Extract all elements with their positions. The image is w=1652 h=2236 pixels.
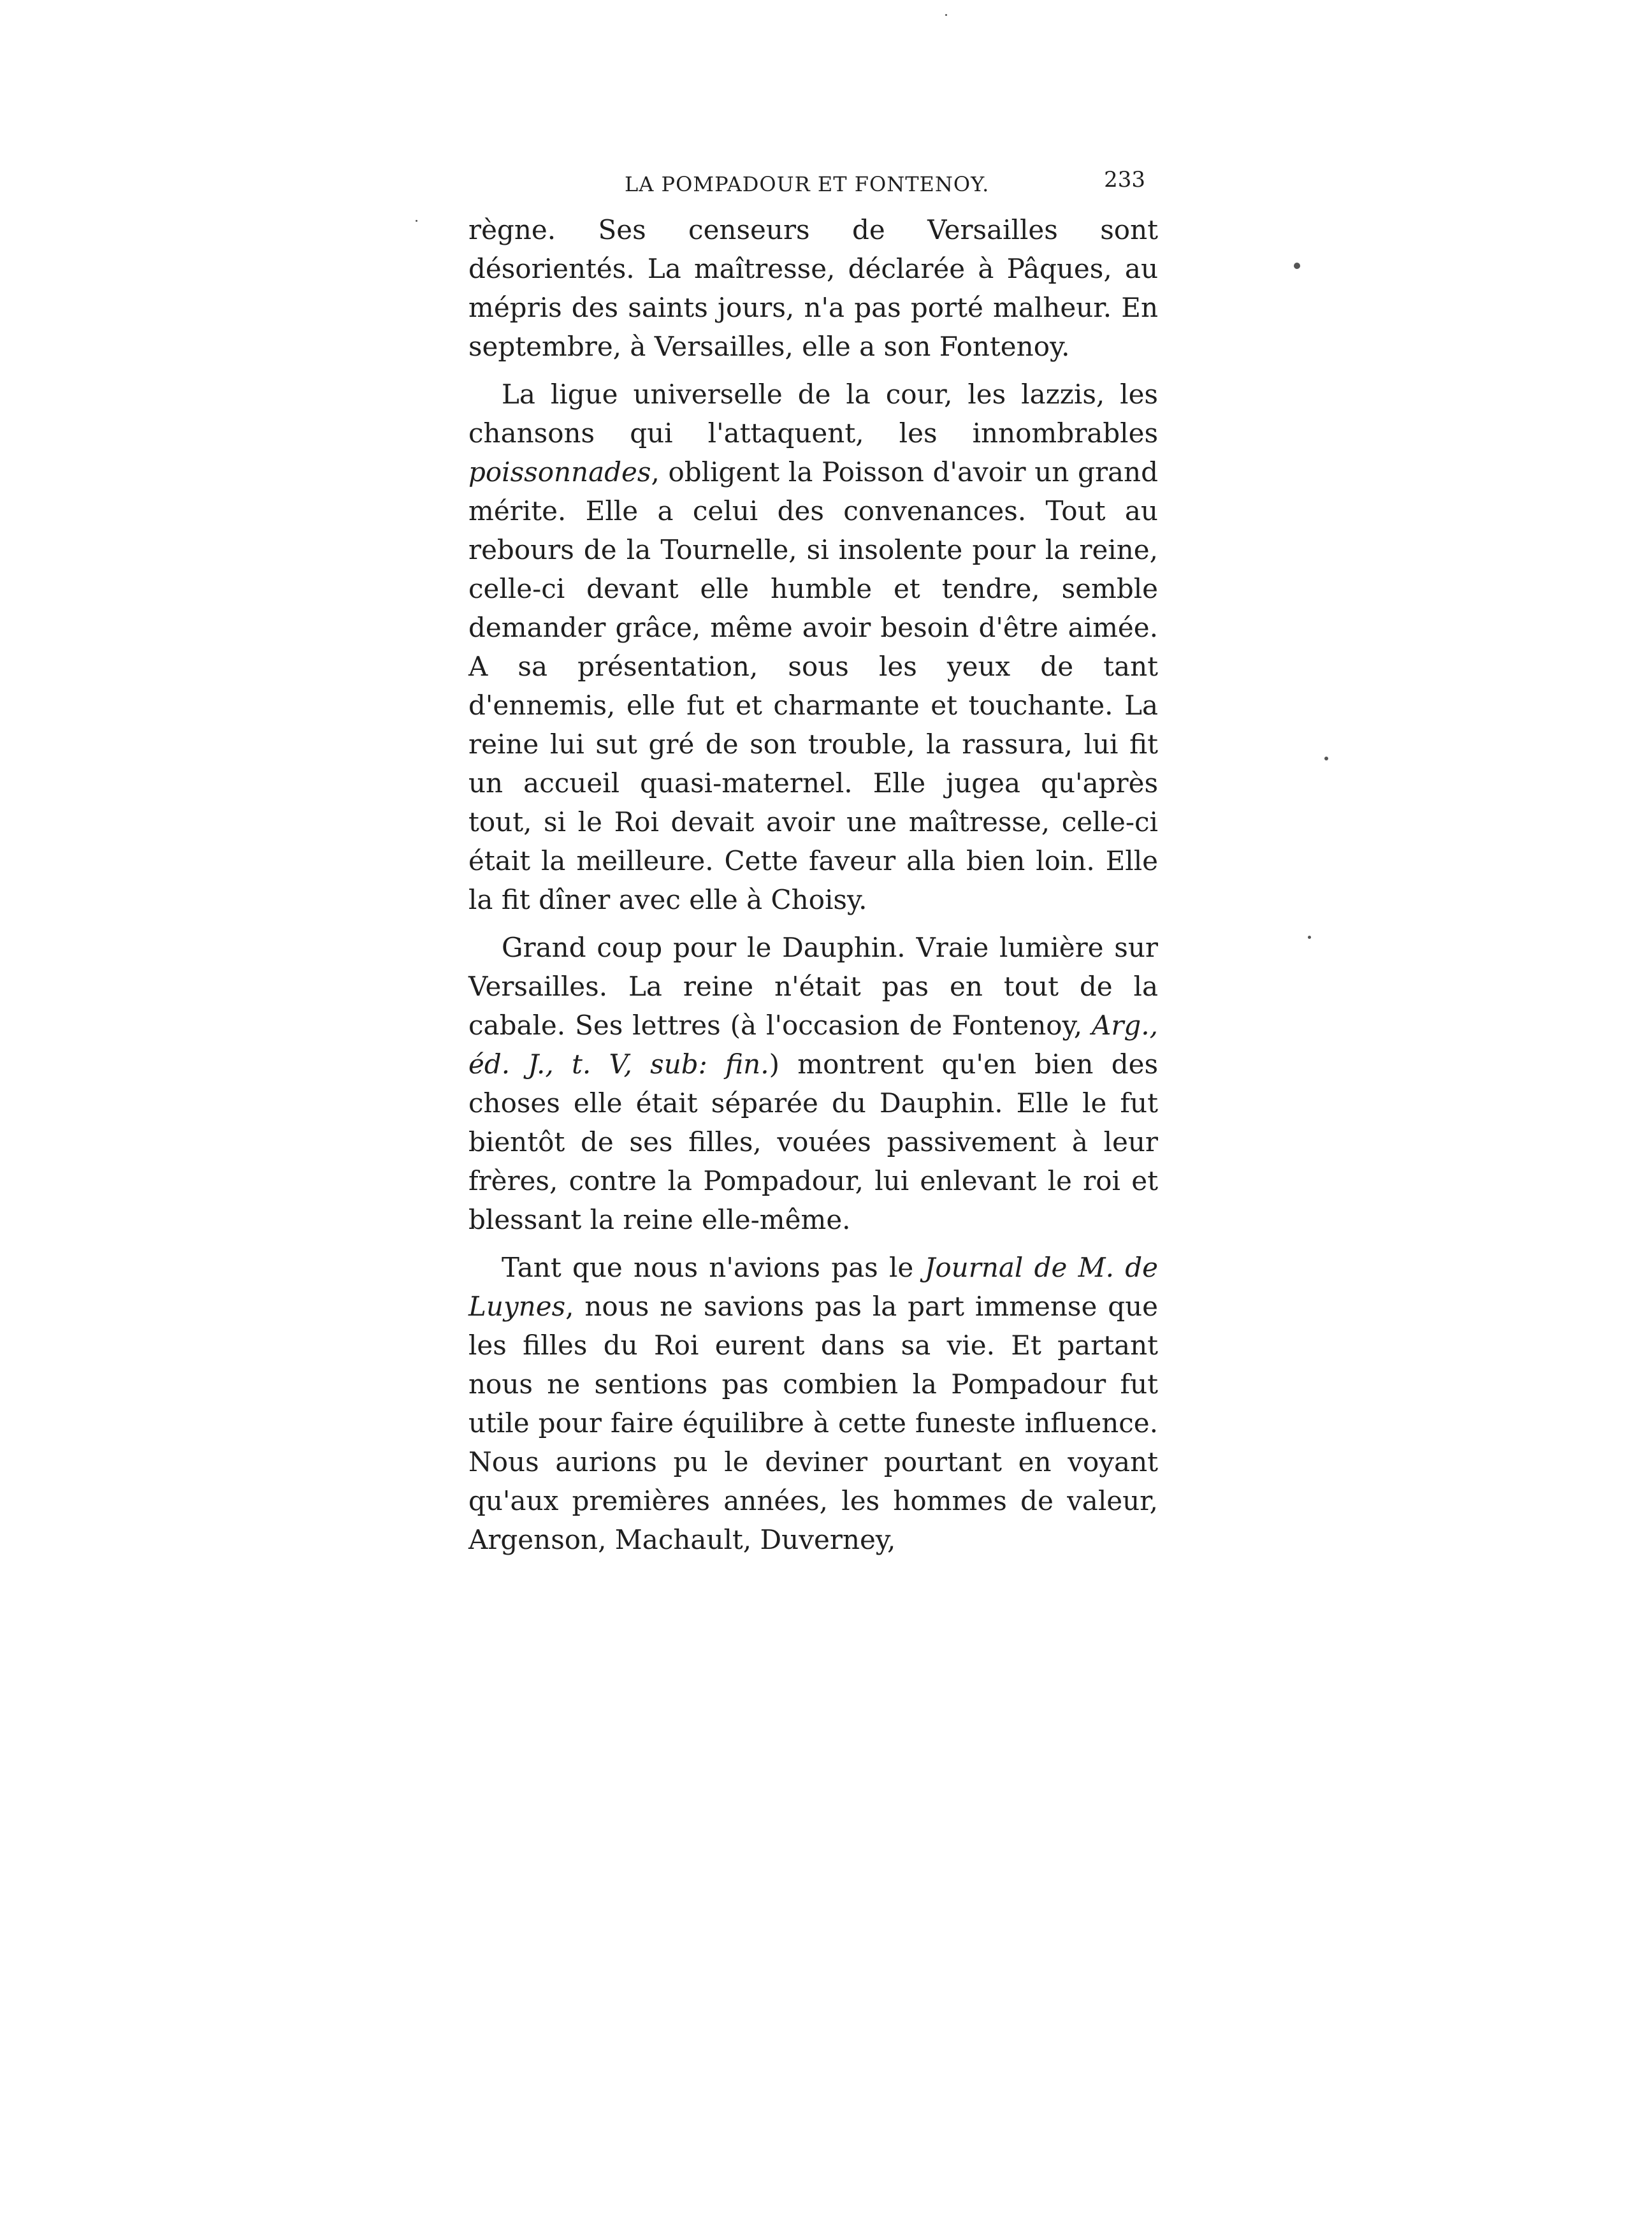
paragraph (468, 1248, 1158, 1559)
scan-speck (1324, 757, 1328, 760)
italic-segment: Arg., éd. J., t. V, sub: fin. (468, 1010, 1158, 1080)
scan-speck (416, 220, 417, 222)
italic-segment: poissonnades (468, 456, 651, 488)
text-segment: Grand coup pour le Dauphin. Vraie lumière sur Versailles. La reine n'était pas en tout de la cabale. Ses lettres (à l'occasion de Fontenoy, (468, 932, 1158, 1041)
text-segment: La ligue universelle de la cour, les lazzis, les chansons qui l'attaquent, les innombrables (468, 379, 1158, 449)
running-title: LA POMPADOUR ET FONTENOY. (625, 172, 990, 196)
text-segment: , obligent la Poisson d'avoir un grand mérite. Elle a celui des convenances. Tout au rebours de la Tournelle, si insolente pour la reine, celle-ci devant elle humble et tendre, semble demander grâce, même avoir besoin d'être aimée. A sa présentation, sous les yeux de tant d'ennemis, elle fut et charmante et touchante. La reine lui sut gré de son trouble, la rassura, lui fit un accueil quasi-maternel. Elle jugea qu'après tout, si le Roi devait avoir une maîtresse, celle-ci était la meilleure. Cette faveur alla bien loin. Elle la fit dîner avec elle à Choisy. (468, 456, 1158, 915)
paragraph (468, 375, 1158, 919)
body-text (468, 210, 1158, 1568)
italic-segment: Journal de M. de Luynes (468, 1252, 1158, 1322)
text-segment: Tant que nous n'avions pas le (502, 1252, 925, 1283)
text-segment: ) montrent qu'en bien des choses elle était séparée du Dauphin. Elle le fut bientôt de ses filles, vouées passivement à leur frères, contre la Pompadour, lui enlevant le roi et blessant la reine elle-même. (468, 1049, 1159, 1235)
scan-speck (1308, 936, 1311, 939)
page-header (468, 167, 1158, 205)
text-segment: règne. Ses censeurs de Versailles sont désorientés. La maîtresse, déclarée à Pâques, au mépris des saints jours, n'a pas porté malheur. En septembre, à Versailles, elle a son Fontenoy. (468, 214, 1158, 362)
page-number: 233 (1104, 167, 1145, 192)
scan-speck (945, 14, 947, 16)
text-segment: , nous ne savions pas la part immense que les filles du Roi eurent dans sa vie. Et partant nous ne sentions pas combien la Pompadour fut utile pour faire équilibre à cette funeste influence. Nous aurions pu le deviner pourtant en voyant qu'aux premières années, les hommes de valeur, Argenson, Machault, Duverney, (468, 1291, 1158, 1555)
scan-speck (1294, 263, 1300, 269)
paragraph (468, 210, 1158, 366)
paragraph (468, 928, 1158, 1239)
